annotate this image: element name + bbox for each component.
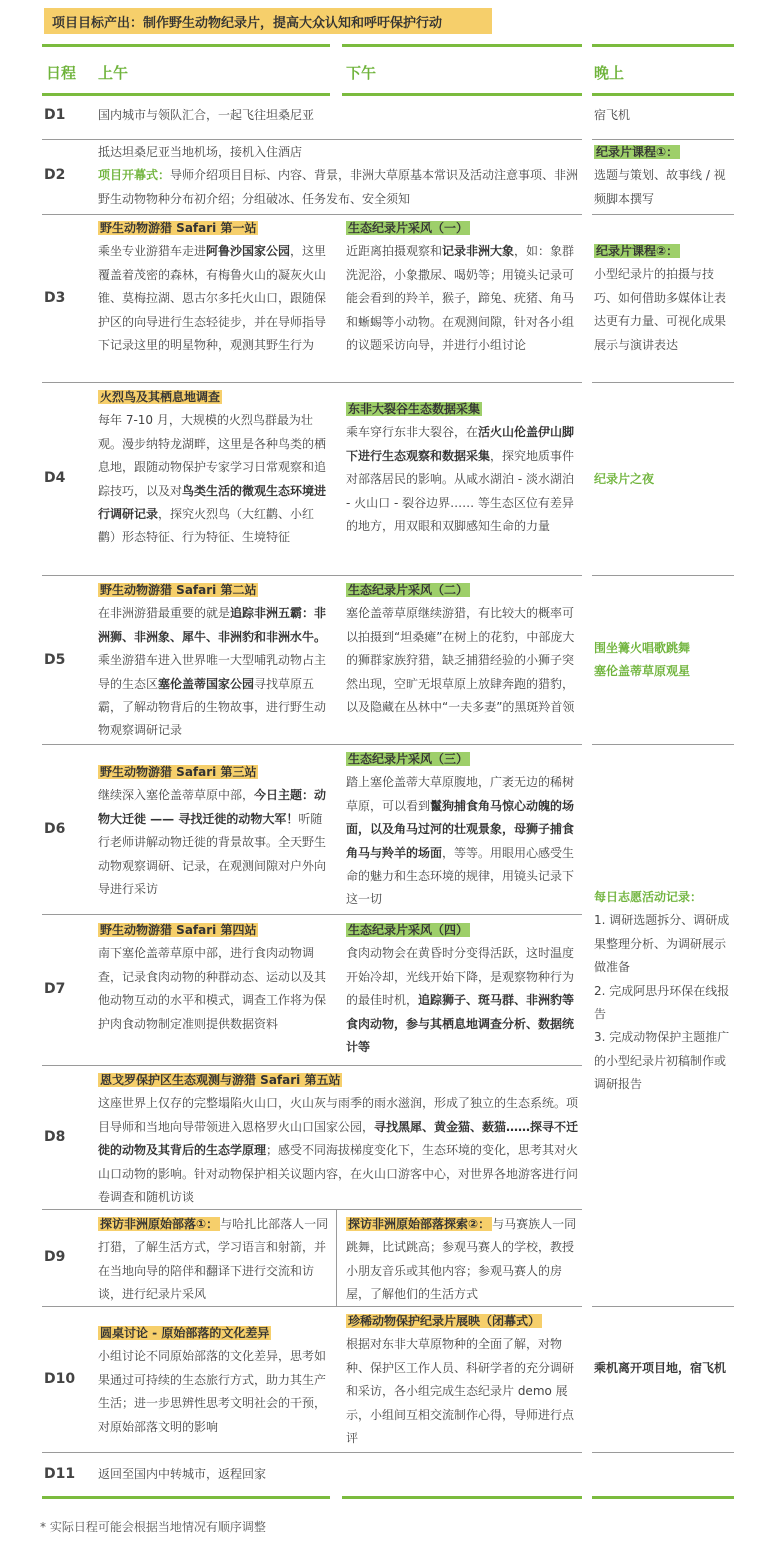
d2-eve (594, 141, 734, 211)
header-bottom-rule (342, 93, 582, 96)
d8-text: ；感受不同海拔梯度变化下，生态环境的变化，思考其对火山口动物的影响。针对动物保护相关议题内容，在火山口游客中心，对世界各地游客进行问卷调查和随机访谈 (98, 1143, 579, 1205)
footnote: * 实际日程可能会根据当地情况有顺序调整 (40, 1520, 266, 1534)
d8-content (98, 1069, 580, 1209)
d6-pm-bold: 鬣狗捕食角马惊心动魄的场面，以及角马过河的壮观景象，母狮子捕食角马与羚羊的场面 (346, 798, 575, 860)
day-label: D3 (44, 290, 66, 306)
d5-am (98, 579, 332, 743)
d7-am (98, 919, 332, 1036)
d2-opening-tag: 项目开幕式： (98, 168, 171, 183)
d8-tag: 恩戈罗保护区生态观测与游猎 Safari 第五站 (100, 1073, 341, 1087)
volunteer-title: 每日志愿活动记录： (594, 890, 703, 904)
d7-pm-tag: 生态纪录片采风（四） (348, 923, 469, 937)
footer-rule (342, 1496, 582, 1499)
d5-pm (346, 579, 580, 719)
footer-rule (592, 1496, 734, 1499)
d5-am-bold: 塞伦盖蒂国家公园 (158, 676, 255, 691)
d2-content (98, 141, 582, 211)
d5-pm-text: 塞伦盖蒂草原继续游猎，有比较大的概率可以拍摄到“坦桑瘫”在树上的花豹，中部庞大的狮群家族狩猎，缺乏捕猎经验的小狮子突然出现，空旷无垠草原上放肆奔跑的猎豹，以及隐藏在丛林中“一夫多妻”的黑斑羚首领 (346, 606, 575, 715)
row-divider (42, 1065, 582, 1066)
d10-am-text: 小组讨论不同原始部落的文化差异，思考如果通过可持续的生态旅行方式，助力其生产生活；进一步思辨性思考文明社会的干预，对原始部落文明的影响 (98, 1349, 327, 1434)
header-bottom-rule (42, 93, 330, 96)
day-label: D4 (44, 470, 66, 486)
d4-am-bold: 鸟类生活的微观生态环境进行调研记录 (98, 483, 327, 522)
d10-pm (346, 1310, 580, 1450)
d4-am-text: 每年 7-10 月，大规模的火烈鸟群最为壮观。漫步纳特龙湖畔，这里是各种鸟类的栖息地，跟随动物保护专家学习日常观察和追踪技巧，以及对 (98, 413, 327, 498)
d2-opening (98, 164, 582, 211)
d3-pm-text: ，如：象群洗泥浴，小象撒尿、喝奶等；用镜头记录可能会看到的羚羊，猴子，蹄兔、疣猪、角马和蜥蜴等小动物。在观测间隙，针对各小组的议题采访向导，并进行小组讨论 (346, 244, 575, 353)
footer-rule (42, 1496, 330, 1499)
d4-eve: 纪录片之夜 (594, 472, 655, 486)
d8-text: 这座世界上仅存的完整塌陷火山口，火山灰与雨季的雨水滋润，形成了独立的生态系统。项目导师和当地向导带领进入恩格罗火山口国家公园， (98, 1096, 579, 1134)
d10-am (98, 1322, 332, 1439)
row-divider (42, 382, 582, 383)
column-divider (336, 1209, 337, 1306)
d10-eve: 乘机离开项目地，宿飞机 (594, 1361, 727, 1375)
d6-pm-text: 踏上塞伦盖蒂大草原腹地，广袤无边的稀树草原，可以看到 (346, 775, 575, 813)
d9-pm-tag: 探访非洲原始部落探索②： (348, 1217, 491, 1231)
row-divider (592, 1306, 734, 1307)
d2-eve-tag: 纪录片课程①： (596, 145, 679, 159)
d7-am-tag: 野生动物游猎 Safari 第四站 (100, 923, 257, 937)
day-label: D11 (44, 1466, 76, 1482)
d6-am-bold: 今日主题：动物大迁徙 —— 寻找迁徙的动物大军！ (98, 788, 327, 826)
d3-eve-text: 小型纪录片的拍摄与技巧、如何借助多媒体让表达更有力量、可视化成果展示与演讲表达 (594, 267, 727, 352)
d4-pm-text: 乘车穿行东非大裂谷，在 (346, 425, 479, 440)
day-label: D7 (44, 981, 66, 997)
d4-pm-text: ，探究地质事件对部落居民的影响。从咸水湖泊 - 淡水湖泊 - 火山口 - 裂谷边界…… 等生态区位有差异的地方，用双眼和双脚感知生命的力量 (346, 448, 575, 534)
row-divider (592, 744, 734, 745)
d11-am: 返回至国内中转城市，返程回家 (98, 1467, 267, 1481)
row-divider (42, 914, 582, 915)
d6-am-text: 听随行老师讲解动物迁徙的背景故事。全天野生动物观察调研、记录，在观测间隙对户外向导进行采访 (98, 811, 327, 897)
d7-pm (346, 919, 580, 1059)
d5-am-text: 在非洲游猎最重要的就是 (98, 606, 231, 621)
d5-eve-2: 塞伦盖蒂草原观星 (594, 664, 691, 679)
d6-pm-tag: 生态纪录片采风（三） (348, 752, 469, 766)
d9-am-text: 与哈扎比部落人一同打猎，了解生活方式，学习语言和射箭，并在当地向导的陪伴和翻译下进行交流和访谈，进行纪录片采风 (98, 1217, 329, 1302)
row-divider (42, 575, 582, 576)
d9-pm (346, 1213, 580, 1307)
d4-am-text: ，探究火烈鸟（大红鹳、小红鹳）形态特征、行为特征、生境特征 (98, 507, 315, 545)
d6-am (98, 761, 332, 901)
d3-am-tag: 野生动物游猎 Safari 第一站 (100, 221, 257, 235)
day-label: D8 (44, 1129, 66, 1145)
d3-am-bold: 阿鲁沙国家公园 (206, 244, 291, 259)
d1-am: 国内城市与领队汇合，一起飞往坦桑尼亚 (98, 108, 315, 122)
row-divider (42, 214, 582, 215)
d5-am-bold: 追踪非洲五霸：非洲狮、非洲象、犀牛、非洲豹和非洲水牛。 (98, 606, 327, 644)
row-divider (42, 1452, 582, 1453)
row-divider (592, 382, 734, 383)
d7-pm-text: 食肉动物会在黄昏时分变得活跃，这时温度开始冷却，光线开始下降，是观察物种行为的最佳时机， (346, 946, 575, 1008)
d3-eve-tag: 纪录片课程②： (596, 244, 679, 258)
d3-am-text: 乘坐专业游猎车走进 (98, 244, 207, 259)
d9-am (98, 1213, 332, 1307)
d6-pm (346, 748, 580, 912)
d10-am-tag: 圆桌讨论 - 原始部落的文化差异 (100, 1326, 270, 1340)
d3-eve (594, 240, 734, 357)
d2-line1: 抵达坦桑尼亚当地机场，接机入住酒店 (98, 145, 303, 159)
d5-eve (594, 637, 734, 684)
d3-pm (346, 217, 580, 357)
d2-opening-text: 导师介绍项目目标、内容、背景，非洲大草原基本常识及活动注意事项、非洲野生动物物种分布初介绍；分组破冰、任务发布、安全须知 (98, 168, 579, 206)
header-top-rule (42, 44, 330, 47)
day-label: D1 (44, 107, 66, 123)
d4-pm-tag: 东非大裂谷生态数据采集 (348, 402, 481, 416)
volunteer-item: 3. 完成动物保护主题推广的小型纪录片初稿制作或调研报告 (594, 1030, 730, 1092)
header-top-rule (342, 44, 582, 47)
row-divider (592, 214, 734, 215)
d3-pm-tag: 生态纪录片采风（一） (348, 221, 469, 235)
day-label: D9 (44, 1249, 66, 1265)
header-bottom-rule (592, 93, 734, 96)
row-divider (42, 744, 582, 745)
d8-bold: 寻找黑犀、黄金猫、薮猫……探寻不迁徙的动物及其背后的生态学原理 (98, 1119, 579, 1158)
volunteer-panel (594, 886, 734, 1097)
day-label: D5 (44, 652, 66, 668)
d9-am-tag: 探访非洲原始部落①： (100, 1217, 219, 1231)
d4-pm-bold: 活火山伦盖伊山脚下进行生态观察和数据采集 (346, 425, 575, 463)
d4-am-tag: 火烈鸟及其栖息地调查 (100, 390, 221, 404)
row-divider (592, 1452, 734, 1453)
d1-eve: 宿飞机 (594, 108, 631, 122)
d6-pm-text: ，等等。用眼用心感受生命的魅力和生态环境的规律，用镜头记录下这一切 (346, 845, 575, 907)
header-day: 日程 (46, 64, 77, 82)
day-label: D10 (44, 1371, 76, 1387)
d4-am (98, 386, 332, 550)
header-top-rule (592, 44, 734, 47)
d3-pm-bold: 记录非洲大象 (442, 244, 515, 259)
row-divider (592, 139, 734, 140)
d3-am (98, 217, 332, 357)
d3-am-text: ，这里覆盖着茂密的森林，有梅鲁火山的凝灰火山锥、莫梅拉湖、恩古尔多托火山口，跟随保护区的向导进行生态轻徒步，并在导师指导下记录这里的明星物种，观测其野生行为 (98, 244, 327, 353)
d7-am-text: 南下塞伦盖蒂草原中部，进行食肉动物调查，记录食肉动物的种群动态、运动以及其他动物互动的水平和模式，调查工作将为保护肉食动物制定准则提供数据资料 (98, 946, 327, 1031)
d7-pm-bold: 追踪狮子、斑马群、非洲豹等食肉动物，参与其栖息地调查分析、数据统计等 (346, 993, 575, 1055)
header-pm: 下午 (346, 64, 377, 82)
d10-pm-text: 根据对东非大草原物种的全面了解，对物种、保护区工作人员、科研学者的充分调研和采访，各小组完成生态纪录片 demo 展示，小组间互相交流制作心得，导师进行点评 (346, 1337, 575, 1446)
page-title: 项目目标产出：制作野生动物纪录片，提高大众认知和呼吁保护行动 (52, 16, 443, 31)
d5-eve-1: 围坐篝火唱歌跳舞 (594, 641, 691, 655)
d6-am-tag: 野生动物游猎 Safari 第三站 (100, 765, 257, 779)
d5-am-text: 寻找草原五霸，了解动物背后的生物故事，进行野生动物观察调研记录 (98, 676, 327, 738)
d5-am-text: 乘坐游猎车进入世界唯一大型哺乳动物占主导的生态区 (98, 653, 327, 691)
d4-pm (346, 398, 580, 538)
d5-am-tag: 野生动物游猎 Safari 第二站 (100, 583, 257, 597)
day-label: D2 (44, 167, 66, 183)
volunteer-item: 2. 完成阿思丹环保在线报告 (594, 983, 730, 1022)
row-divider (42, 139, 582, 140)
d5-pm-tag: 生态纪录片采风（二） (348, 583, 469, 597)
d2-eve-text: 选题与策划、故事线 / 视频脚本撰写 (594, 168, 726, 206)
d10-pm-tag: 珍稀动物保护纪录片展映（闭幕式） (348, 1314, 541, 1328)
day-label: D6 (44, 821, 66, 837)
volunteer-item: 1. 调研选题拆分、调研成果整理分析、为调研展示做准备 (594, 913, 730, 975)
d3-pm-text: 近距离拍摄观察和 (346, 244, 443, 259)
header-eve: 晚上 (594, 64, 625, 82)
d6-am-text: 继续深入塞伦盖蒂草原中部， (98, 788, 255, 803)
header-am: 上午 (98, 64, 129, 82)
d9-pm-text: 与马赛族人一同跳舞，比试跳高；参观马赛人的学校，教授小朋友音乐或其他内容；参观马赛人的房屋，了解他们的生活方式 (346, 1217, 577, 1302)
row-divider (592, 575, 734, 576)
